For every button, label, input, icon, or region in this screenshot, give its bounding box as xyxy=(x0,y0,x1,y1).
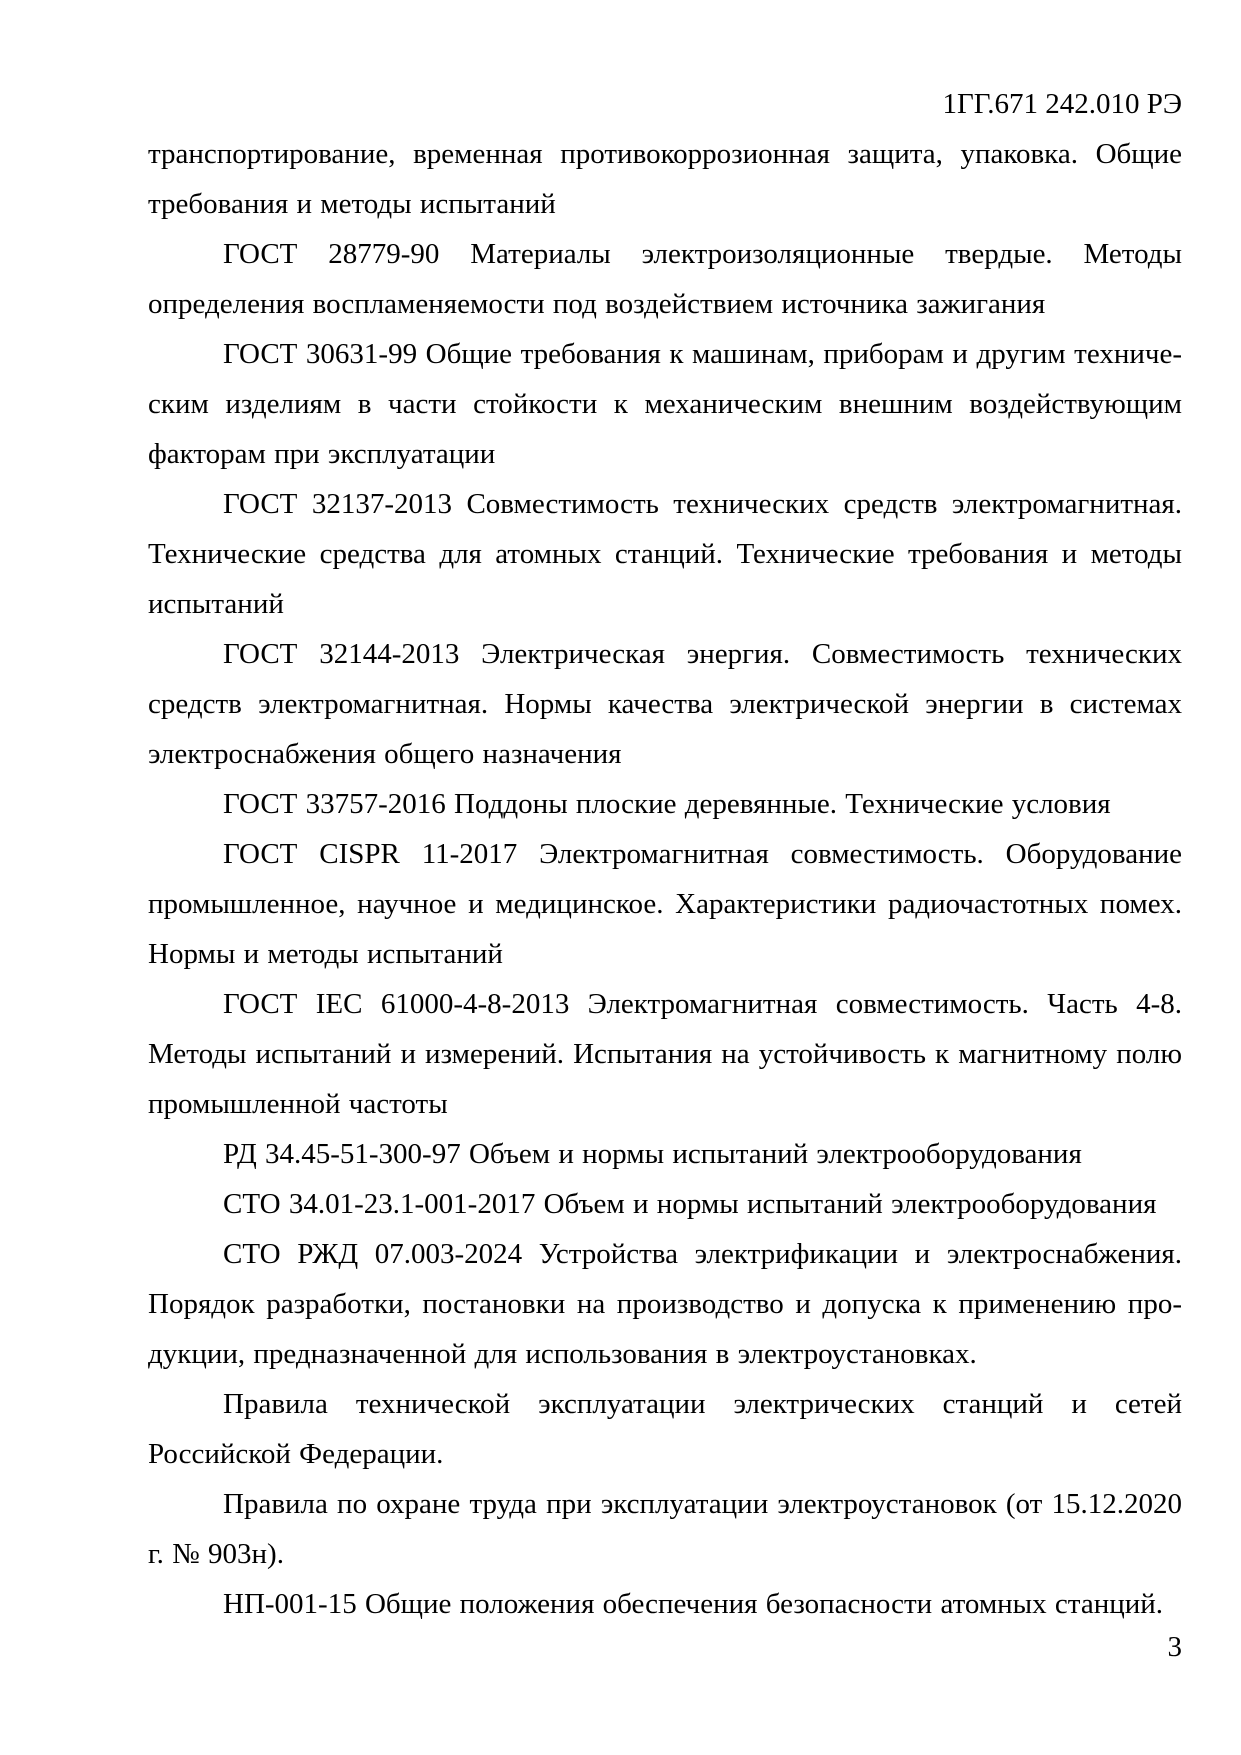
body-text xyxy=(148,129,1182,1629)
paragraph: СТО 34.01-23.1-001-2017 Объем и нормы испытаний электрооборудования xyxy=(223,1188,1157,1220)
paragraph: ГОСТ 28779-90 Материалы электроизоляционные твердые. Методы определения воспламеняемости под воздействием источника зажигания xyxy=(148,238,1182,320)
paragraph: Правила технической эксплуатации электрических станций и сетей Российской Федерации. xyxy=(148,1388,1182,1470)
paragraph: НП-001-15 Общие положения обеспечения безопасности атомных станций. xyxy=(223,1588,1164,1620)
paragraph: ГОСТ CISPR 11-2017 Электромагнитная совместимость. Оборудование промышленное, научное и медицинское. Характеристики радиочастотных помех. Нормы и методы испытаний xyxy=(148,838,1182,970)
paragraph: ГОСТ 30631-99 Общие требования к машинам, приборам и другим техническим изделиям в части стойкости к механическим внешним воздействующим факторам при эксплуатации xyxy=(148,338,1182,470)
paragraph: Правила по охране труда при эксплуатации электроустановок (от 15.12.2020 г. № 903н). xyxy=(148,1488,1182,1570)
paragraph: ГОСТ 33757-2016 Поддоны плоские деревянные. Технические условия xyxy=(223,788,1111,820)
document-code-header: 1ГГ.671 242.010 РЭ xyxy=(942,88,1182,120)
paragraph: транспортирование, временная противокоррозионная защита, упаковка. Общие требования и методы испытаний xyxy=(148,138,1182,220)
paragraph: ГОСТ 32137-2013 Совместимость технических средств электромагнитная. Технические средства для атомных станций. Технические требования и методы испытаний xyxy=(148,488,1182,620)
paragraph: РД 34.45-51-300-97 Объем и нормы испытаний электрооборудования xyxy=(223,1138,1082,1170)
paragraph: ГОСТ IEC 61000-4-8-2013 Электромагнитная совместимость. Часть 4-8. Методы испытаний и измерений. Испытания на устойчивость к магнитному полю промышленной частоты xyxy=(148,988,1182,1120)
paragraph: ГОСТ 32144-2013 Электрическая энергия. Совместимость технических средств электромагнитная. Нормы качества электрической энергии в системах электроснабжения общего назначения xyxy=(148,638,1182,770)
paragraph: СТО РЖД 07.003-2024 Устройства электрификации и электроснабжения. Порядок разработки, постановки на производство и допуска к применению продукции, предназначенной для использования в электроустановках. xyxy=(148,1238,1182,1370)
page-number: 3 xyxy=(1167,1631,1182,1663)
